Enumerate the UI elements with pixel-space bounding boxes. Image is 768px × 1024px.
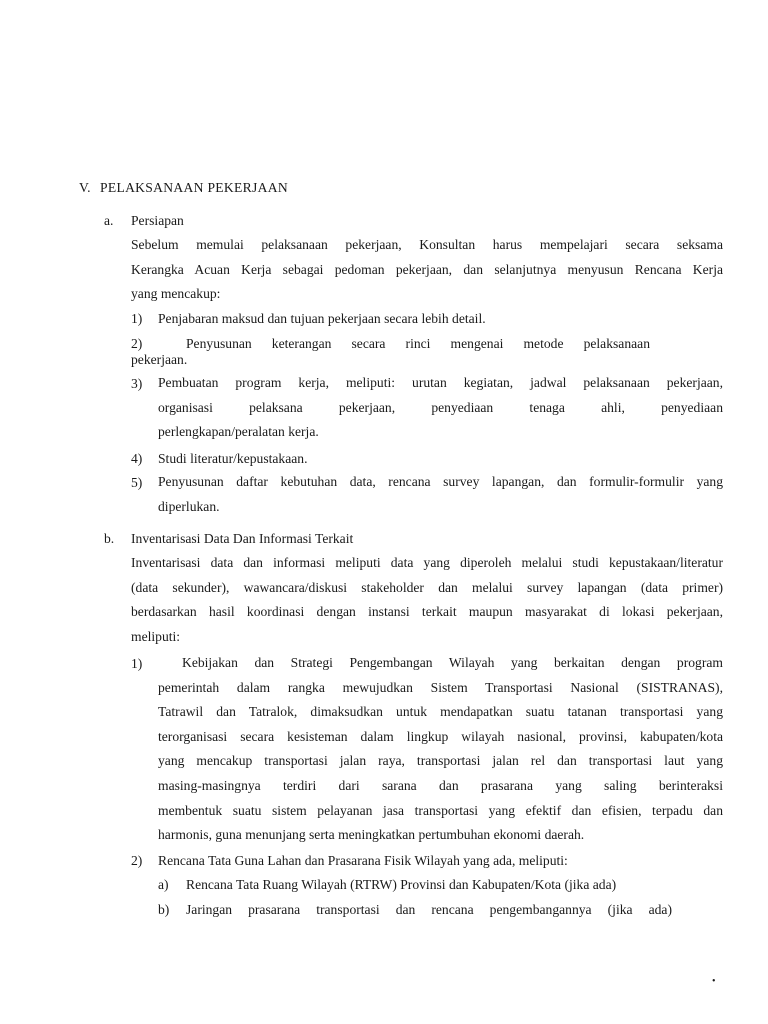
list-item bbox=[158, 651, 723, 848]
list-item: Rencana Tata Guna Lahan dan Prasarana Fisik Wilayah yang ada, meliputi: bbox=[158, 853, 568, 868]
heading-number: V. bbox=[79, 180, 91, 195]
list-item-continuation: pekerjaan. bbox=[131, 352, 188, 367]
list-item bbox=[158, 371, 723, 445]
paragraph-line: Inventarisasi data dan informasi meliputi data yang diperoleh melalui studi kepustakaan/literatur bbox=[131, 555, 723, 570]
sublist-item: Rencana Tata Ruang Wilayah (RTRW) Provinsi dan Kabupaten/Kota (jika ada) bbox=[186, 877, 617, 892]
list-item-line: organisasi pelaksana pekerjaan, penyediaan tenaga ahli, penyediaan bbox=[158, 399, 723, 415]
list-number: 2) bbox=[131, 853, 143, 868]
list-item: Penjabaran maksud dan tujuan pekerjaan secara lebih detail. bbox=[158, 311, 486, 326]
section-b-intro bbox=[131, 551, 723, 649]
list-item bbox=[158, 470, 723, 519]
section-b-marker: b. bbox=[104, 531, 115, 546]
list-number: 3) bbox=[131, 376, 143, 391]
list-number: 5) bbox=[131, 475, 143, 490]
section-a-title: Persiapan bbox=[131, 213, 184, 228]
list-item-line: Tatrawil dan Tatralok, dimaksudkan untuk mendapatkan suatu tatanan transportasi yang bbox=[158, 704, 723, 720]
paragraph-line: (data sekunder), wawancara/diskusi stakeholder dan melalui survey lapangan (data primer) bbox=[131, 579, 723, 595]
section-a-intro bbox=[131, 233, 723, 307]
list-item: Studi literatur/kepustakaan. bbox=[158, 451, 308, 466]
list-item-line: diperlukan. bbox=[158, 498, 220, 514]
list-item-line: yang mencakup transportasi jalan raya, transportasi jalan rel dan transportasi laut yang bbox=[158, 753, 723, 769]
list-item-line: terorganisasi secara kesisteman dalam lingkup wilayah nasional, provinsi, kabupaten/kota bbox=[158, 728, 723, 744]
list-item-line: Penyusunan daftar kebutuhan data, rencana survey lapangan, dan formulir-formulir yang bbox=[158, 474, 723, 489]
list-number: 2) bbox=[131, 336, 143, 351]
list-number: 1) bbox=[131, 311, 143, 326]
list-number: 1) bbox=[131, 656, 143, 671]
list-item-line: Pembuatan program kerja, meliputi: urutan kegiatan, jadwal pelaksanaan pekerjaan, bbox=[158, 375, 723, 390]
list-item-line: Kebijakan dan Strategi Pengembangan Wilayah yang berkaitan dengan program bbox=[182, 655, 723, 670]
sublist-number: b) bbox=[158, 902, 170, 917]
sublist-item: Jaringan prasarana transportasi dan rencana pengembangannya (jika ada) bbox=[186, 902, 672, 917]
list-item-line: perlengkapan/peralatan kerja. bbox=[158, 424, 319, 440]
section-a-marker: a. bbox=[104, 213, 114, 228]
sublist-number: a) bbox=[158, 877, 169, 892]
paragraph-line: Sebelum memulai pelaksanaan pekerjaan, Konsultan harus mempelajari secara seksama bbox=[131, 237, 723, 252]
section-b-title: Inventarisasi Data Dan Informasi Terkait bbox=[131, 531, 354, 546]
list-item-line: membentuk suatu sistem pelayanan jasa transportasi yang efektif dan efisien, terpadu dan bbox=[158, 802, 723, 818]
list-item-line: harmonis, guna menunjang serta meningkatkan pertumbuhan ekonomi daerah. bbox=[158, 827, 585, 843]
paragraph-line: yang mencakup: bbox=[131, 286, 221, 302]
list-item-line: masing-masingnya terdiri dari sarana dan prasarana yang saling berinteraksi bbox=[158, 777, 723, 793]
paragraph-line: meliputi: bbox=[131, 628, 181, 644]
page-heading: PELAKSANAAN PEKERJAAN bbox=[100, 180, 288, 195]
paragraph-line: berdasarkan hasil koordinasi dengan instansi terkait maupun masyarakat di lokasi pekerjaan, bbox=[131, 604, 723, 620]
page-mark: • bbox=[712, 976, 716, 987]
paragraph-line: Kerangka Acuan Kerja sebagai pedoman pekerjaan, dan selanjutnya menyusun Rencana Kerja bbox=[131, 261, 723, 277]
list-number: 4) bbox=[131, 451, 143, 466]
list-item-line: pemerintah dalam rangka mewujudkan Sistem Transportasi Nasional (SISTRANAS), bbox=[158, 679, 723, 695]
list-item: Penyusunan keterangan secara rinci mengenai metode pelaksanaan bbox=[186, 336, 650, 351]
